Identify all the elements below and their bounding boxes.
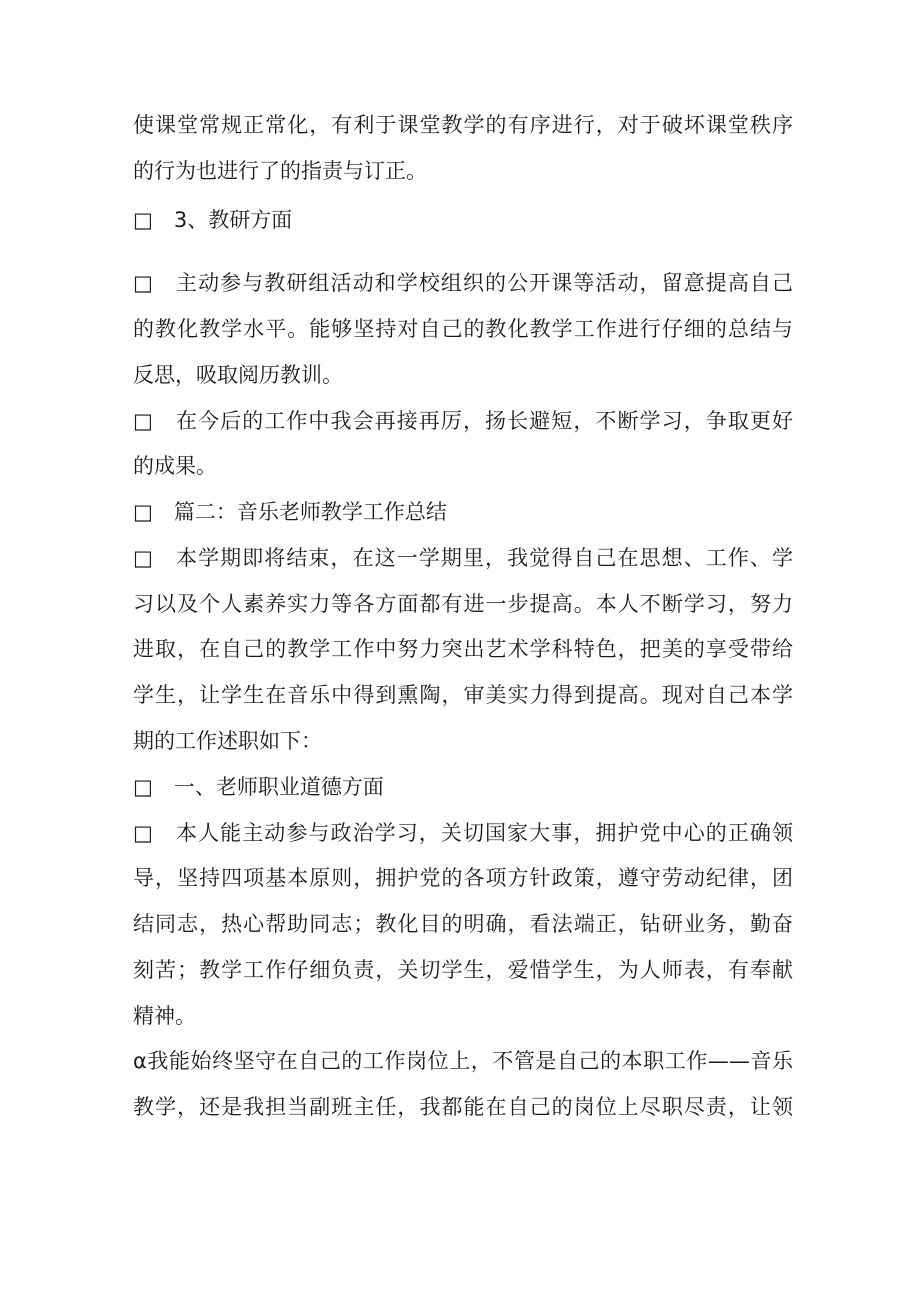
section-heading: □ 篇二：音乐老师教学工作总结 [133, 500, 447, 524]
text-line: 的成果。 [133, 454, 217, 478]
text-line: 刻苦；教学工作仔细负责，关切学生，爱惜学生，为人师表，有奉献 [133, 958, 793, 982]
text-line: 期的工作述职如下： [133, 729, 322, 753]
text-line: 导，坚持四项基本原则，拥护党的各项方针政策，遵守劳动纪律，团 [133, 866, 793, 890]
text-line: □ 主动参与教研组活动和学校组织的公开课等活动，留意提高自己 [133, 271, 793, 295]
text-line: 学生，让学生在音乐中得到熏陶，审美实力得到提高。现对自己本学 [133, 683, 793, 707]
text-line: 精神。 [133, 1004, 196, 1028]
text-line: 结同志，热心帮助同志；教化目的明确，看法端正，钻研业务，勤奋 [133, 912, 793, 936]
text-line: □ 本学期即将结束，在这一学期里，我觉得自己在思想、工作、学 [133, 546, 793, 570]
text-line: 使课堂常规正常化，有利于课堂教学的有序进行，对于破坏课堂秩序 [133, 113, 793, 137]
text-line: 的教化教学水平。能够坚持对自己的教化教学工作进行仔细的总结与 [133, 317, 793, 341]
section-heading: □ 3、教研方面 [133, 208, 293, 232]
text-line: 的行为也进行了的指责与订正。 [133, 159, 427, 183]
text-line: α我能始终坚守在自己的工作岗位上，不管是自己的本职工作——音乐 [133, 1049, 793, 1073]
text-line: □ 在今后的工作中我会再接再厉，扬长避短，不断学习，争取更好 [133, 409, 793, 433]
text-line: 进取，在自己的教学工作中努力突出艺术学科特色，把美的享受带给 [133, 637, 793, 661]
text-line: □ 本人能主动参与政治学习，关切国家大事，拥护党中心的正确领 [133, 821, 793, 845]
section-heading: □ 一、老师职业道德方面 [133, 775, 384, 799]
text-line: 教学，还是我担当副班主任，我都能在自己的岗位上尽职尽责，让领 [133, 1095, 793, 1119]
text-line: 习以及个人素养实力等各方面都有进一步提高。本人不断学习，努力 [133, 592, 793, 616]
text-line: 反思，吸取阅历教训。 [133, 363, 343, 387]
